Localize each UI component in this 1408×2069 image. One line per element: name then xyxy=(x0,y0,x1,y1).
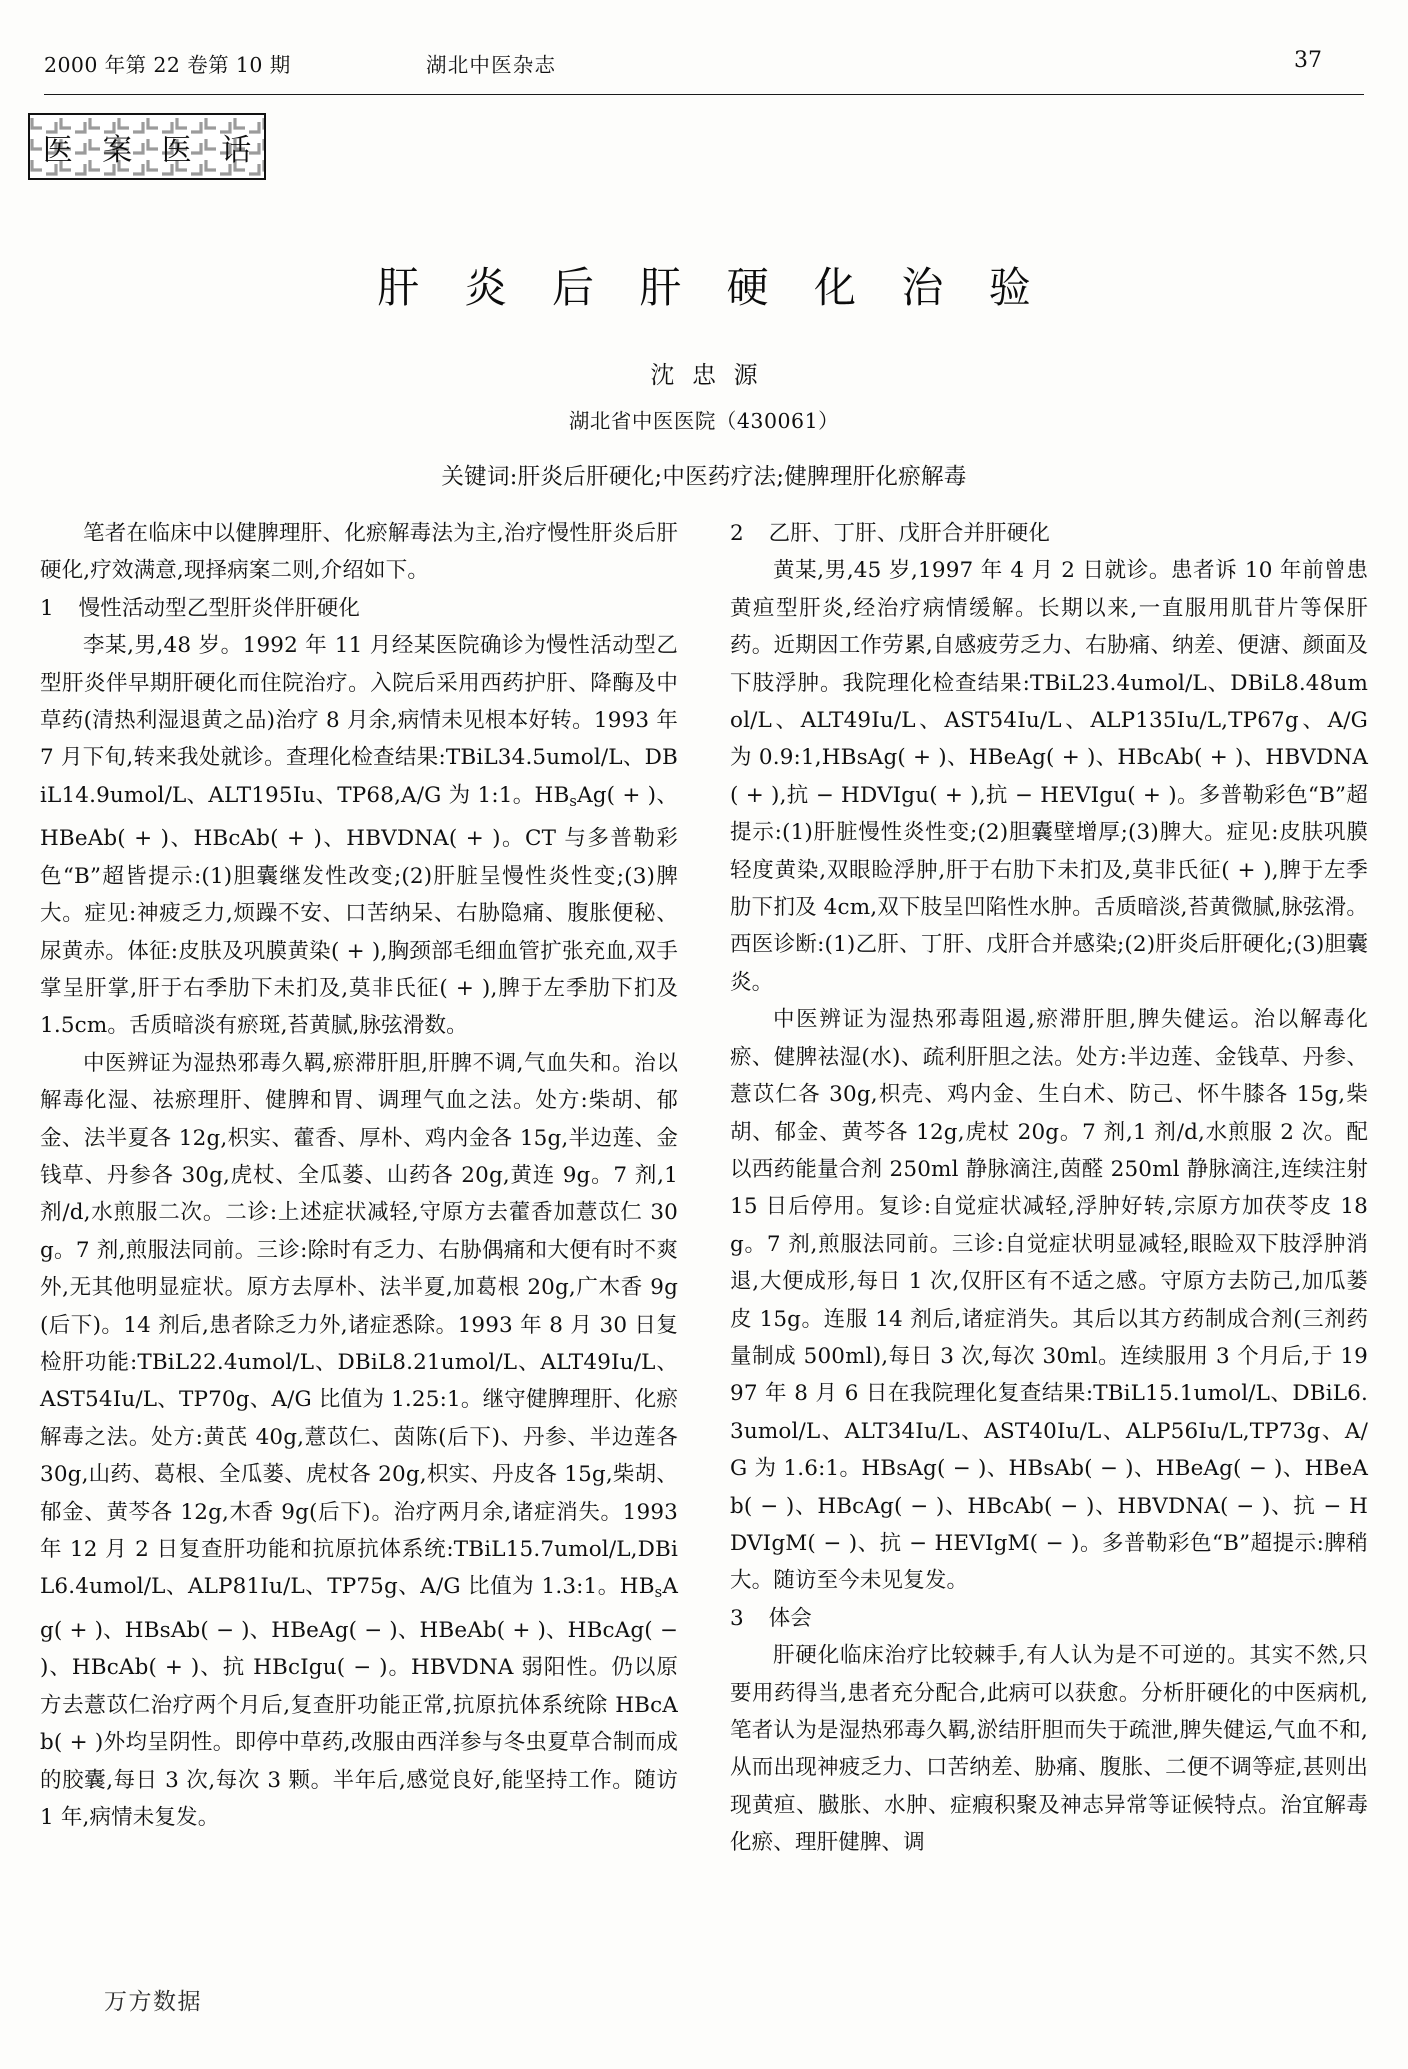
lead-paragraph: 笔者在临床中以健脾理肝、化瘀解毒法为主,治疗慢性肝炎后肝硬化,疗效满意,现择病案二则,介绍如下。 xyxy=(40,521,678,584)
article-author: 沈 忠 源 xyxy=(650,361,763,389)
section-title-1: 慢性活动型乙型肝炎伴肝硬化 xyxy=(78,595,361,621)
page-number: 37 xyxy=(1294,48,1322,73)
column-right xyxy=(730,515,1368,1862)
journal-name: 湖北中医杂志 xyxy=(426,53,557,77)
article-keywords: 关键词:肝炎后肝硬化;中医药疗法;健脾理肝化瘀解毒 xyxy=(441,464,967,490)
section-number-1: 1 xyxy=(40,595,54,621)
discussion-paragraph-1: 肝硬化临床治疗比较棘手,有人认为是不可逆的。其实不然,只要用药得当,患者充分配合,此病可以获愈。分析肝硬化的中医病机,笔者认为是湿热邪毒久羁,淤结肝胆而失于疏泄,脾失健运,气血不和,从而出现神疲乏力、口苦纳差、胁痛、腹胀、二便不调等症,甚则出现黄疸、臌胀、水肿、症瘕积聚及神志异常等证候特点。治宜解毒化瘀、理肝健脾、调 xyxy=(730,1643,1368,1856)
section-heading-2 xyxy=(730,515,1368,552)
case1-p1-part-a: 李某,男,48 岁。1992 年 11 月经某医院确诊为慢性活动型乙型肝炎伴早期肝硬化而住院治疗。入院后采用西药护肝、降酶及中草药(清热利湿退黄之品)治疗 8 月余,病情未见根本好转。1993 年 7 月下旬,转来我处就诊。查理化检查结果:TBiL34.5umol/L、DBiL14.9umol/L、ALT195Iu、TP68,A/G 为 1:1。HB xyxy=(40,633,678,808)
section-banner xyxy=(28,113,266,180)
section-heading-1 xyxy=(40,590,678,627)
article-affiliation: 湖北省中医医院（430061） xyxy=(568,409,840,433)
case1-p2-subscript: s xyxy=(654,1584,663,1602)
column-left xyxy=(40,515,678,1836)
section-title-3: 体会 xyxy=(768,1605,812,1631)
body-columns xyxy=(40,515,1368,2015)
article-title: 肝 炎 后 肝 硬 化 治 验 xyxy=(377,263,1047,312)
case1-p2-part-b: Ag( + )、HBsAb( − )、HBeAg( − )、HBeAb( + )、HBcAg( − )、HBcAb( + )、抗 HBcIgu( − )。HBVDNA 弱阳性。仍以原方去薏苡仁治疗两个月后,复查肝功能正常,抗原抗体系统除 HBcAb( + )外均呈阴性。即停中草药,改服由西洋参与冬虫夏草合制而成的胶囊,每日 3 次,每次 3 颗。半年后,感觉良好,能坚持工作。随访 1 年,病情未复发。 xyxy=(40,1574,678,1830)
running-head xyxy=(44,48,1364,88)
issue-info: 2000 年第 22 卷第 10 期 xyxy=(44,53,291,77)
section-title-2: 乙肝、丁肝、戊肝合并肝硬化 xyxy=(768,521,1051,546)
section-number-2: 2 xyxy=(730,521,744,546)
case1-paragraph-2 xyxy=(40,1045,678,1837)
case1-p1-part-b: Ag( + )、HBeAb( + )、HBcAb( + )、HBVDNA( + )。CT 与多普勒彩色“B”超皆提示:(1)胆囊继发性改变;(2)肝脏呈慢性炎性变;(3)脾大。症见:神疲乏力,烦躁不安、口苦纳呆、右胁隐痛、腹胀便秘、尿黄赤。体征:皮肤及巩膜黄染( + ),胸颈部毛细血管扩张充血,双手掌呈肝掌,肝于右季肋下未扪及,莫非氏征( + ),脾于左季肋下扪及 1.5cm。舌质暗淡有瘀斑,苔黄腻,脉弦滑数。 xyxy=(40,782,679,1039)
case1-paragraph-1 xyxy=(40,627,678,1045)
section-number-3: 3 xyxy=(730,1605,744,1631)
case1-p2-part-a: 中医辨证为湿热邪毒久羁,瘀滞肝胆,肝脾不调,气血失和。治以解毒化湿、祛瘀理肝、健脾和胃、调理气血之法。处方:柴胡、郁金、法半夏各 12g,枳实、藿香、厚朴、鸡内金各 15g,半边莲、金钱草、丹参各 30g,虎杖、全瓜蒌、山药各 20g,黄连 9g。7 剂,1 剂/d,水煎服二次。二诊:上述症状减轻,守原方去藿香加薏苡仁 30g。7 剂,煎服法同前。三诊:除时有乏力、右胁偶痛和大便有时不爽外,无其他明显症状。原方去厚朴、法半夏,加葛根 20g,广木香 9g(后下)。14 剂后,患者除乏力外,诸症悉除。1993 年 8 月 30 日复检肝功能:TBiL22.4umol/L、DBiL8.21umol/L、ALT49Iu/L、AST54Iu/L、TP70g、A/G 比值为 1.25:1。继守健脾理肝、化瘀解毒之法。处方:黄芪 40g,薏苡仁、茵陈(后下)、丹参、半边莲各 30g,山药、葛根、全瓜蒌、虎杖各 20g,枳实、丹皮各 15g,柴胡、郁金、黄芩各 12g,木香 9g(后下)。治疗两月余,诸症消失。1993 年 12 月 2 日复查肝功能和抗原抗体系统:TBiL15.7umol/L,DBiL6.4umol/L、ALP81Iu/L、TP75g、A/G 比值为 1.3:1。HB xyxy=(40,1050,678,1600)
case1-p1-subscript: s xyxy=(569,792,578,810)
section-heading-3 xyxy=(730,1600,1368,1637)
section-banner-label: 医 案 医 话 xyxy=(42,132,262,168)
case2-paragraph-2: 中医辨证为湿热邪毒阻遏,瘀滞肝胆,脾失健运。治以解毒化瘀、健脾祛湿(水)、疏利肝胆之法。处方:半边莲、金钱草、丹参、薏苡仁各 30g,枳壳、鸡内金、生白术、防己、怀牛膝各 15g,柴胡、郁金、黄芩各 12g,虎杖 20g。7 剂,1 剂/d,水煎服 2 次。配以西药能量合剂 250ml 静脉滴注,茵醛 250ml 静脉滴注,连续注射 15 日后停用。复诊:自觉症状减轻,浮肿好转,宗原方加茯苓皮 18g。7 剂,煎服法同前。三诊:自觉症状明显减轻,眼睑双下肢浮肿消退,大便成形,每日 1 次,仅肝区有不适之感。守原方去防己,加瓜蒌皮 15g。连服 14 剂后,诸症消失。其后以其方药制成合剂(三剂药量制成 500ml),每日 3 次,每次 30ml。连续服用 3 个月后,于 1997 年 8 月 6 日在我院理化复查结果:TBiL15.1umol/L、DBiL6.3umol/L、ALT34Iu/L、AST40Iu/L、ALP56Iu/L,TP73g、A/G 为 1.6:1。HBsAg( − )、HBsAb( − )、HBeAg( − )、HBeAb( − )、HBcAg( − )、HBcAb( − )、HBVDNA( − )、抗 − HDVIgM( − )、抗 − HEVIgM( − )。多普勒彩色“B”超提示:脾稍大。随访至今未见复发。 xyxy=(730,1007,1368,1594)
case2-paragraph-1: 黄某,男,45 岁,1997 年 4 月 2 日就诊。患者诉 10 年前曾患黄疸型肝炎,经治疗病情缓解。长期以来,一直服用肌苷片等保肝药。近期因工作劳累,自感疲劳乏力、右胁痛、纳差、便溏、颜面及下肢浮肿。我院理化检查结果:TBiL23.4umol/L、DBiL8.48umol/L、ALT49Iu/L、AST54Iu/L、ALP135Iu/L,TP67g、A/G 为 0.9:1,HBsAg( + )、HBeAg( + )、HBcAb( + )、HBVDNA( + ),抗 − HDVIgu( + ),抗 − HEVIgu( + )。多普勒彩色“B”超提示:(1)肝脏慢性炎性变;(2)胆囊壁增厚;(3)脾大。症见:皮肤巩膜轻度黄染,双眼睑浮肿,肝于右肋下未扪及,莫非氏征( + ),脾于左季肋下扪及 4cm,双下肢呈凹陷性水肿。舌质暗淡,苔黄微腻,脉弦滑。西医诊断:(1)乙肝、丁肝、戊肝合并感染;(2)肝炎后肝硬化;(3)胆囊炎。 xyxy=(730,558,1368,995)
database-watermark: 万方数据 xyxy=(104,1989,202,2015)
header-divider xyxy=(44,94,1364,95)
